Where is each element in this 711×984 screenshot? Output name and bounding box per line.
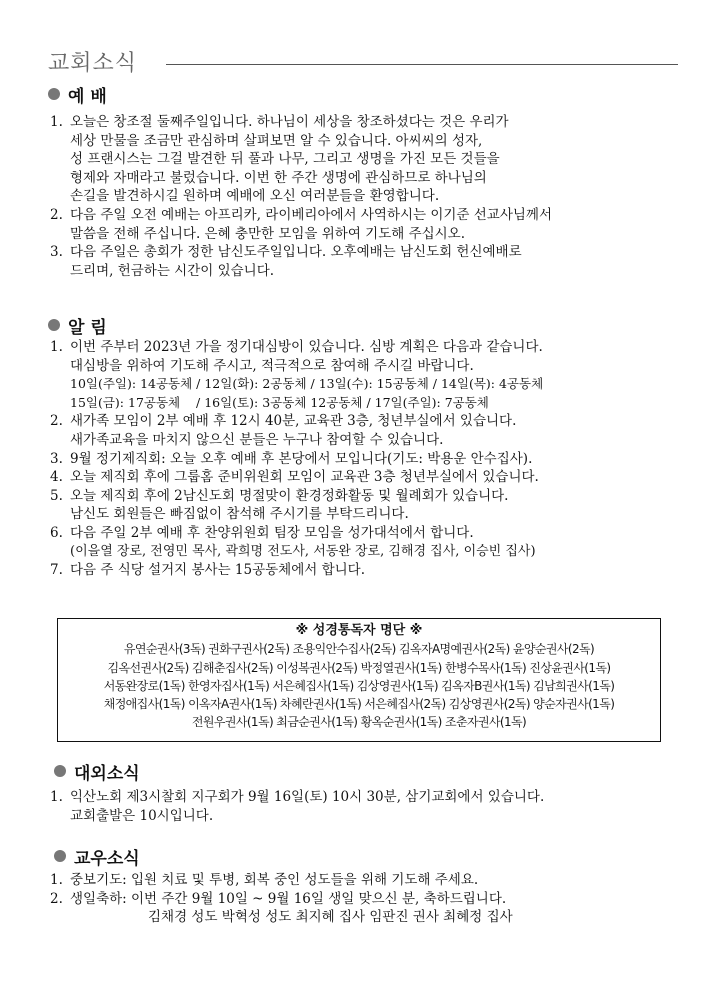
item-text: 드리며, 헌금하는 시간이 있습니다.	[70, 262, 275, 279]
item-number: 1.	[50, 872, 63, 888]
section-worship	[48, 83, 678, 280]
item-number: 6.	[50, 524, 63, 541]
list-item	[48, 243, 678, 280]
item-text: 대심방을 위하여 기도해 주시고, 적극적으로 참여해 주시길 바랍니다.	[70, 357, 474, 374]
list-item	[48, 412, 678, 449]
item-text: 이번 주부터 2023년 가을 정기대심방이 있습니다. 심방 계획은 다음과 같습니다.	[70, 339, 543, 355]
item-text: 다음 주일은 총회가 정한 남신도주일입니다. 오후예배는 남신도회 헌신예배로	[70, 244, 522, 261]
notices-list	[48, 338, 678, 580]
circle-bullet-icon	[54, 765, 66, 777]
section-heading	[48, 760, 678, 782]
section-heading	[48, 314, 678, 336]
item-text: 교회출발은 10시입니다.	[70, 807, 214, 824]
circle-bullet-icon	[48, 88, 60, 100]
item-text: 오늘은 창조절 둘째주일입니다. 하나님이 세상을 창조하셨다는 것은 우리가	[70, 114, 509, 130]
item-number: 3.	[50, 450, 63, 467]
item-number: 1.	[50, 789, 63, 805]
section-title: 교우소식	[74, 848, 140, 869]
reader-line: 채정애집사(1독) 이옥자A권사(1독) 차혜란권사(1독) 서은혜집사(2독) 김상영권사(2독) 양순자권사(1독)	[103, 697, 615, 712]
page-header	[48, 44, 678, 80]
circle-bullet-icon	[48, 319, 60, 331]
item-text: 형제와 자매라고 불렀습니다. 이번 한 주간 생명에 관심하므로 하나님의	[70, 169, 487, 186]
item-text: 다음 주일 오전 예배는 아프리카, 라이베리아에서 사역하시는 이기준 선교사님께서	[70, 206, 553, 223]
list-item	[48, 871, 678, 890]
bible-readers-box	[57, 618, 661, 742]
circle-bullet-icon	[54, 850, 66, 862]
list-item	[48, 113, 678, 206]
item-text: 중보기도: 입원 치료 및 투병, 회복 중인 성도들을 위해 기도해 주세요.	[70, 872, 479, 888]
item-number: 1.	[50, 339, 63, 355]
item-text: (이을열 장로, 전영민 목사, 곽희명 전도사, 서동완 장로, 김해경 집사, 이승빈 집사)	[70, 543, 536, 559]
item-text: 남신도 회원들은 빠짐없이 참석해 주시기를 부탁드리니다.	[70, 506, 409, 523]
item-text: 세상 만물을 조금만 관심하며 살펴보면 알 수 있습니다. 아씨씨의 성자,	[70, 132, 483, 149]
list-item	[48, 487, 678, 524]
item-text: 다음 주일 2부 예배 후 찬양위원회 팀장 모임을 성가대석에서 합니다.	[70, 524, 474, 541]
item-number: 2.	[50, 413, 63, 430]
section-notices	[48, 314, 678, 580]
list-item	[48, 890, 678, 927]
reader-line: 유연순권사(3독) 권화구권사(2독) 조용익안수집사(2독) 김옥자A명예권사(2독) 윤양순권사(2독)	[123, 642, 595, 657]
item-text: 10일(주일): 14공동체 / 12일(화): 2공동체 / 13일(수): 15공동체 / 14일(목): 4공동체	[70, 376, 544, 392]
section-title: 대외소식	[74, 763, 140, 784]
item-number: 2.	[50, 890, 63, 907]
reader-line: 김옥선권사(2독) 김해춘집사(2독) 이성복권사(2독) 박정열권사(1독) 한병수목사(1독) 진상윤권사(1독)	[107, 660, 611, 675]
item-text: 오늘 제직회 후에 그룹홈 준비위원회 모임이 교육관 3층 청년부실에서 있습니다.	[70, 469, 539, 486]
item-text: 오늘 제직회 후에 2남신도회 명절맞이 환경정화활동 및 월례회가 있습니다.	[70, 487, 509, 504]
page-title: 교회소식	[48, 51, 138, 76]
item-number: 2.	[50, 206, 63, 223]
section-heading	[48, 845, 678, 867]
list-item	[48, 468, 678, 487]
item-text: 새가족교육을 마치지 않으신 분들은 누구나 참여할 수 있습니다.	[70, 431, 444, 448]
item-text: 새가족 모임이 2부 예배 후 12시 40분, 교육관 3층, 청년부실에서 있습니다.	[70, 413, 517, 430]
section-members	[48, 845, 678, 927]
worship-list	[48, 113, 678, 280]
list-item	[48, 788, 678, 825]
item-number: 5.	[50, 487, 63, 504]
item-text: 9월 정기제직회: 오늘 오후 예배 후 본당에서 모입니다(기도: 박용운 안수집사).	[70, 450, 533, 467]
item-text: 손길을 발견하시길 원하며 예배에 오신 여러분들을 환영합니다.	[70, 188, 440, 205]
item-number: 4.	[50, 469, 63, 486]
reader-line: 전원우권사(1독) 최금순권사(1독) 황옥순권사(1독) 조춘자권사(1독)	[191, 715, 527, 730]
list-item	[48, 206, 678, 243]
item-text: 15일(금): 17공동체 / 16일(토): 3공동체 12공동체 / 17일(주일): 7공동체	[70, 394, 489, 410]
section-heading	[48, 83, 678, 105]
item-text: 익산노회 제3시찰회 지구회가 9월 16일(토) 10시 30분, 삼기교회에서 있습니다.	[70, 789, 545, 805]
item-number: 7.	[50, 562, 63, 579]
item-number: 3.	[50, 244, 63, 261]
section-external	[48, 760, 678, 825]
item-text: 다음 주 식당 설거지 봉사는 15공동체에서 합니다.	[70, 562, 365, 579]
members-list	[48, 871, 678, 927]
external-list	[48, 788, 678, 825]
item-text: 김채경 성도 박혁성 성도 최지혜 집사 임판진 권사 최혜정 집사	[148, 909, 513, 926]
item-number: 1.	[50, 114, 63, 130]
section-title: 예 배	[68, 86, 107, 107]
item-text: 말씀을 전해 주십니다. 은혜 충만한 모임을 위하여 기도해 주십시오.	[70, 225, 466, 242]
item-text: 생일축하: 이번 주간 9월 10일 ~ 9월 16일 생일 맞으신 분, 축하드립니다.	[70, 890, 507, 907]
item-text: 성 프랜시스는 그걸 발견한 뒤 풀과 나무, 그리고 생명을 가진 모든 것들을	[70, 151, 500, 168]
reader-line: 서동완장로(1독) 한영자집사(1독) 서은혜집사(1독) 김상영권사(1독) 김옥자B권사(1독) 김남희권사(1독)	[103, 678, 615, 693]
list-item	[48, 561, 678, 580]
list-item	[48, 450, 678, 469]
list-item	[48, 338, 678, 412]
header-divider	[166, 64, 678, 65]
list-item	[48, 524, 678, 561]
section-title: 알 림	[68, 317, 107, 338]
box-title: ※ 성경통독자 명단 ※	[295, 623, 423, 638]
